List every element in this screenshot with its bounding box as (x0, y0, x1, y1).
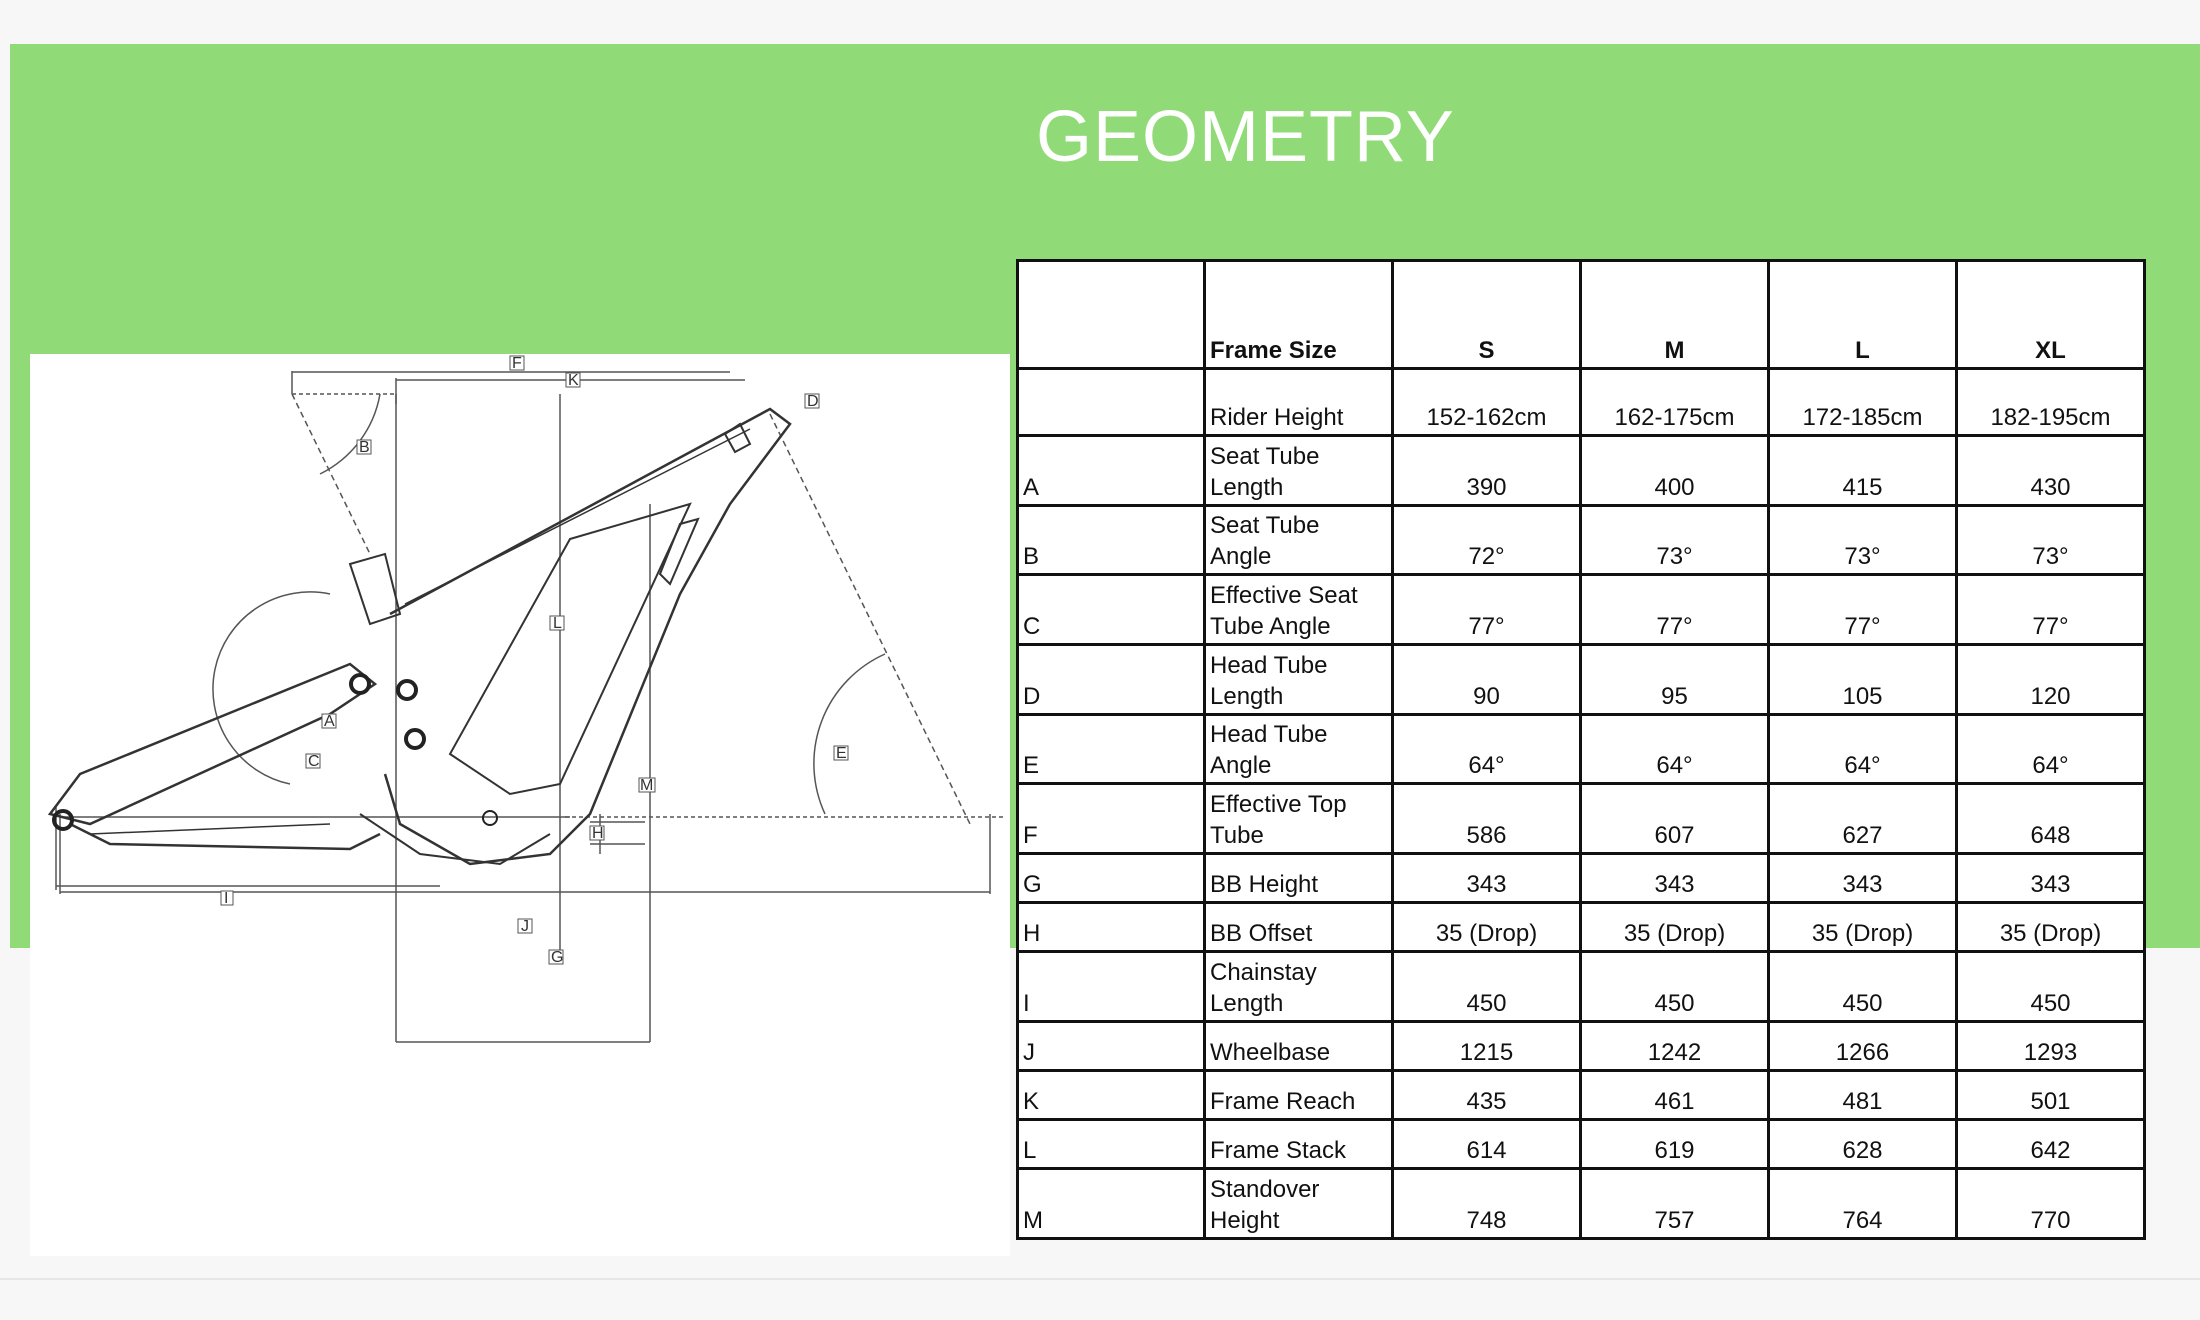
geometry-diagram (30, 354, 1010, 1256)
row-value: 450 (1957, 952, 2145, 1022)
row-key: C (1018, 575, 1205, 645)
row-label-line1: Chainstay (1210, 959, 1317, 986)
row-label-line2: Length (1210, 474, 1284, 501)
row-value: 450 (1581, 952, 1769, 1022)
row-label (1205, 784, 1393, 854)
row-key: L (1018, 1120, 1205, 1169)
table-row (1018, 1169, 2145, 1239)
row-value: 77° (1957, 575, 2145, 645)
table-row (1018, 1071, 2145, 1120)
row-value: 1293 (1957, 1022, 2145, 1071)
row-value: 628 (1769, 1120, 1957, 1169)
row-label-line1: Seat Tube (1210, 512, 1320, 539)
row-value: 90 (1393, 645, 1581, 715)
row-value: 619 (1581, 1120, 1769, 1169)
label-M: M (640, 777, 654, 794)
label-K: K (568, 372, 579, 389)
bottom-divider (0, 1278, 2200, 1280)
row-value: 73° (1581, 506, 1769, 575)
row-label-line2: Length (1210, 990, 1284, 1017)
row-value: 64° (1957, 715, 2145, 784)
row-key: F (1018, 784, 1205, 854)
row-value: 64° (1581, 715, 1769, 784)
row-label: Frame Reach (1205, 1071, 1393, 1120)
table-row (1018, 506, 2145, 575)
row-label-line2: Tube Angle (1210, 613, 1331, 640)
row-label-line1: Seat Tube (1210, 443, 1320, 470)
row-value: 64° (1769, 715, 1957, 784)
table-row (1018, 575, 2145, 645)
row-label (1205, 436, 1393, 506)
row-value: 343 (1393, 854, 1581, 903)
row-value: 390 (1393, 436, 1581, 506)
row-value: 77° (1393, 575, 1581, 645)
row-value: 64° (1393, 715, 1581, 784)
page-title: GEOMETRY (1036, 97, 1455, 177)
row-label: Wheelbase (1205, 1022, 1393, 1071)
row-value: 748 (1393, 1169, 1581, 1239)
table-row (1018, 436, 2145, 506)
header-size-xl: XL (1957, 261, 2145, 369)
row-label-line1: Effective Seat (1210, 582, 1358, 609)
row-value: 435 (1393, 1071, 1581, 1120)
row-key: J (1018, 1022, 1205, 1071)
row-value: 481 (1769, 1071, 1957, 1120)
row-key: H (1018, 903, 1205, 952)
label-H: H (592, 825, 604, 842)
row-key (1018, 369, 1205, 436)
row-value: 72° (1393, 506, 1581, 575)
row-value: 77° (1769, 575, 1957, 645)
row-key: G (1018, 854, 1205, 903)
label-C: C (308, 753, 320, 770)
label-J: J (521, 918, 529, 935)
row-value: 501 (1957, 1071, 2145, 1120)
row-value: 461 (1581, 1071, 1769, 1120)
row-value: 400 (1581, 436, 1769, 506)
row-value: 770 (1957, 1169, 2145, 1239)
row-value: 415 (1769, 436, 1957, 506)
table-row (1018, 645, 2145, 715)
row-label-line2: Height (1210, 1207, 1280, 1234)
row-key: E (1018, 715, 1205, 784)
row-label: BB Height (1205, 854, 1393, 903)
table-row (1018, 715, 2145, 784)
label-A: A (324, 713, 335, 730)
table-row (1018, 1022, 2145, 1071)
row-value: 172-185cm (1769, 369, 1957, 436)
header-size-s: S (1393, 261, 1581, 369)
label-D: D (807, 393, 819, 410)
table-row (1018, 784, 2145, 854)
label-E: E (836, 745, 847, 762)
row-label-line2: Angle (1210, 752, 1272, 779)
row-label-line2: Length (1210, 683, 1284, 710)
row-label (1205, 715, 1393, 784)
row-key: M (1018, 1169, 1205, 1239)
header-size-m: M (1581, 261, 1769, 369)
row-value: 95 (1581, 645, 1769, 715)
row-value: 430 (1957, 436, 2145, 506)
row-label (1205, 575, 1393, 645)
header-frame-size: Frame Size (1205, 261, 1393, 369)
row-value: 73° (1769, 506, 1957, 575)
row-value: 120 (1957, 645, 2145, 715)
label-B: B (359, 439, 370, 456)
header-size-l: L (1769, 261, 1957, 369)
table-row (1018, 1120, 2145, 1169)
table-row (1018, 952, 2145, 1022)
row-value: 757 (1581, 1169, 1769, 1239)
row-key: D (1018, 645, 1205, 715)
row-label-line1: Head Tube (1210, 721, 1328, 748)
row-label-line1: Standover (1210, 1176, 1320, 1203)
row-key: I (1018, 952, 1205, 1022)
row-value: 586 (1393, 784, 1581, 854)
row-label (1205, 952, 1393, 1022)
row-value: 450 (1393, 952, 1581, 1022)
label-F: F (512, 355, 522, 372)
row-value: 1266 (1769, 1022, 1957, 1071)
header-key-cell (1018, 261, 1205, 369)
row-value: 648 (1957, 784, 2145, 854)
row-value: 450 (1769, 952, 1957, 1022)
row-value: 343 (1769, 854, 1957, 903)
row-value: 35 (Drop) (1769, 903, 1957, 952)
row-value: 35 (Drop) (1393, 903, 1581, 952)
row-label-line2: Angle (1210, 543, 1272, 570)
row-label: Rider Height (1205, 369, 1393, 436)
label-L: L (553, 615, 562, 632)
row-value: 607 (1581, 784, 1769, 854)
row-label: BB Offset (1205, 903, 1393, 952)
row-value: 73° (1957, 506, 2145, 575)
row-value: 1215 (1393, 1022, 1581, 1071)
row-value: 105 (1769, 645, 1957, 715)
row-key: B (1018, 506, 1205, 575)
row-label (1205, 506, 1393, 575)
geometry-table (1016, 259, 2146, 1240)
row-key: A (1018, 436, 1205, 506)
label-I: I (224, 890, 229, 907)
row-label (1205, 645, 1393, 715)
row-value: 764 (1769, 1169, 1957, 1239)
row-label-line2: Tube (1210, 822, 1264, 849)
row-label: Frame Stack (1205, 1120, 1393, 1169)
label-G: G (551, 949, 564, 966)
table-row (1018, 903, 2145, 952)
table-row-rider-height (1018, 369, 2145, 436)
row-value: 35 (Drop) (1957, 903, 2145, 952)
row-value: 1242 (1581, 1022, 1769, 1071)
row-value: 152-162cm (1393, 369, 1581, 436)
row-label-line1: Effective Top (1210, 791, 1347, 818)
row-value: 614 (1393, 1120, 1581, 1169)
table-header-row (1018, 261, 2145, 369)
row-value: 35 (Drop) (1581, 903, 1769, 952)
row-label (1205, 1169, 1393, 1239)
row-key: K (1018, 1071, 1205, 1120)
row-value: 182-195cm (1957, 369, 2145, 436)
row-value: 343 (1581, 854, 1769, 903)
row-label-line1: Head Tube (1210, 652, 1328, 679)
row-value: 162-175cm (1581, 369, 1769, 436)
table-row (1018, 854, 2145, 903)
row-value: 642 (1957, 1120, 2145, 1169)
row-value: 77° (1581, 575, 1769, 645)
bike-frame-drawing (30, 354, 1010, 1256)
row-value: 343 (1957, 854, 2145, 903)
row-value: 627 (1769, 784, 1957, 854)
